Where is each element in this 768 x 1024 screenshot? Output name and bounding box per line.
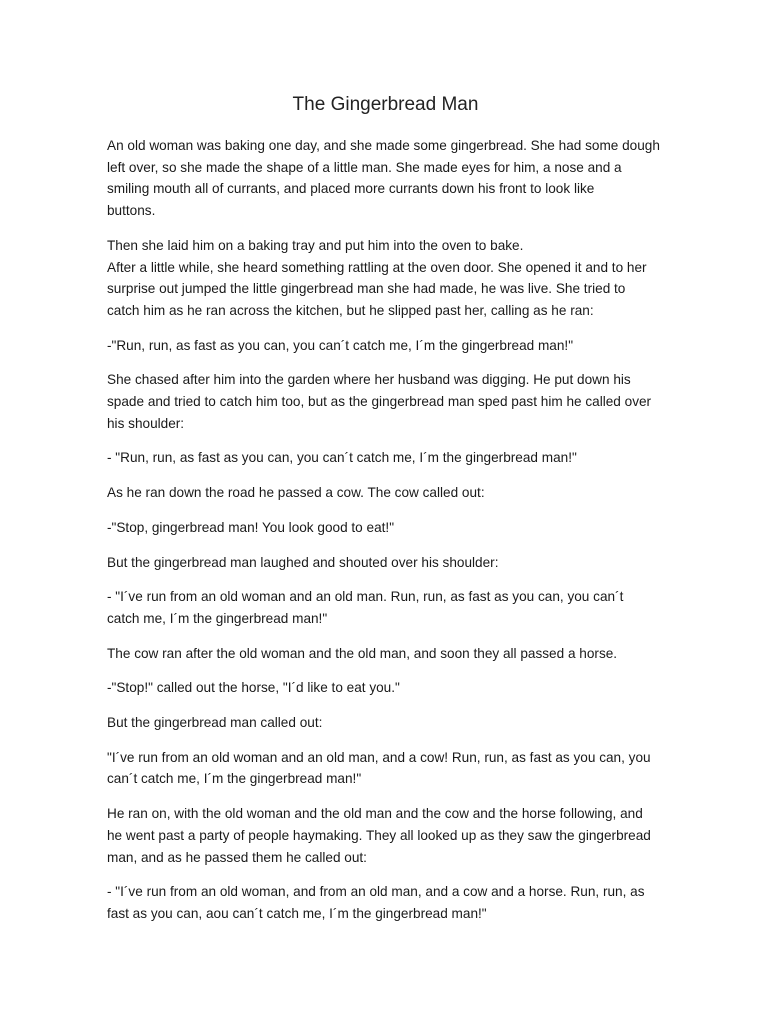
text-line: smiling mouth all of currants, and placed more currants down his front to look like bbox=[107, 181, 595, 197]
text-line: spade and tried to catch him too, but as the gingerbread man sped past him he called over bbox=[107, 394, 652, 410]
paragraph-10 bbox=[107, 643, 664, 665]
text-line: But the gingerbread man called out: bbox=[107, 715, 323, 731]
paragraph-7 bbox=[107, 517, 664, 539]
document-title: The Gingerbread Man bbox=[292, 94, 479, 115]
text-line: fast as you can, aou can´t catch me, I´m the gingerbread man!" bbox=[107, 905, 487, 921]
paragraph-12 bbox=[107, 712, 664, 734]
text-line: catch him as he ran across the kitchen, but he slipped past her, calling as he ran: bbox=[107, 302, 594, 318]
paragraph-9 bbox=[107, 586, 664, 629]
text-line: He ran on, with the old woman and the old man and the cow and the horse following, and bbox=[107, 806, 643, 822]
text-line: -"Stop!" called out the horse, "I´d like to eat you." bbox=[107, 680, 400, 696]
paragraph-15 bbox=[107, 881, 664, 924]
text-line: can´t catch me, I´m the gingerbread man!" bbox=[107, 771, 362, 787]
text-line: buttons. bbox=[107, 203, 156, 219]
text-line: An old woman was baking one day, and she made some gingerbread. She had some dough bbox=[107, 138, 660, 153]
text-line: After a little while, she heard something rattling at the oven door. She opened it and to her bbox=[107, 259, 647, 275]
text-line: "I´ve run from an old woman and an old man, and a cow! Run, run, as fast as you can, you bbox=[107, 749, 651, 765]
text-line: he went past a party of people haymaking. They all looked up as they saw the gingerbread bbox=[107, 827, 651, 843]
text-line: She chased after him into the garden where her husband was digging. He put down his bbox=[107, 372, 631, 388]
paragraph-2 bbox=[107, 235, 664, 322]
text-line: -"Stop, gingerbread man! You look good to eat!" bbox=[107, 519, 395, 535]
text-line: -"Run, run, as fast as you can, you can´t catch me, I´m the gingerbread man!" bbox=[107, 337, 574, 353]
paragraph-1 bbox=[107, 135, 664, 222]
text-line: The cow ran after the old woman and the old man, and soon they all passed a horse. bbox=[107, 645, 618, 661]
text-line: But the gingerbread man laughed and shouted over his shoulder: bbox=[107, 554, 499, 570]
paragraph-3 bbox=[107, 335, 664, 357]
text-line: - "I´ve run from an old woman, and from an old man, and a cow and a horse. Run, run, as bbox=[107, 884, 645, 900]
text-line: surprise out jumped the little gingerbread man she had made, he was live. She tried to bbox=[107, 281, 626, 297]
paragraph-14 bbox=[107, 803, 664, 868]
text-line: man, and as he passed them he called out: bbox=[107, 849, 367, 865]
text-line: Then she laid him on a baking tray and put him into the oven to bake. bbox=[107, 237, 524, 253]
text-line: - "Run, run, as fast as you can, you can´t catch me, I´m the gingerbread man!" bbox=[107, 450, 577, 466]
paragraph-4 bbox=[107, 369, 664, 434]
text-line: left over, so she made the shape of a little man. She made eyes for him, a nose and a bbox=[107, 159, 622, 175]
text-line: catch me, I´m the gingerbread man!" bbox=[107, 610, 328, 626]
paragraph-11 bbox=[107, 677, 664, 699]
text-line: As he ran down the road he passed a cow. The cow called out: bbox=[107, 485, 485, 501]
text-line: his shoulder: bbox=[107, 415, 185, 431]
paragraph-8 bbox=[107, 552, 664, 574]
paragraph-13 bbox=[107, 747, 664, 790]
paragraph-5 bbox=[107, 447, 664, 469]
paragraph-6 bbox=[107, 482, 664, 504]
text-line: - "I´ve run from an old woman and an old man. Run, run, as fast as you can, you can´t bbox=[107, 589, 624, 605]
